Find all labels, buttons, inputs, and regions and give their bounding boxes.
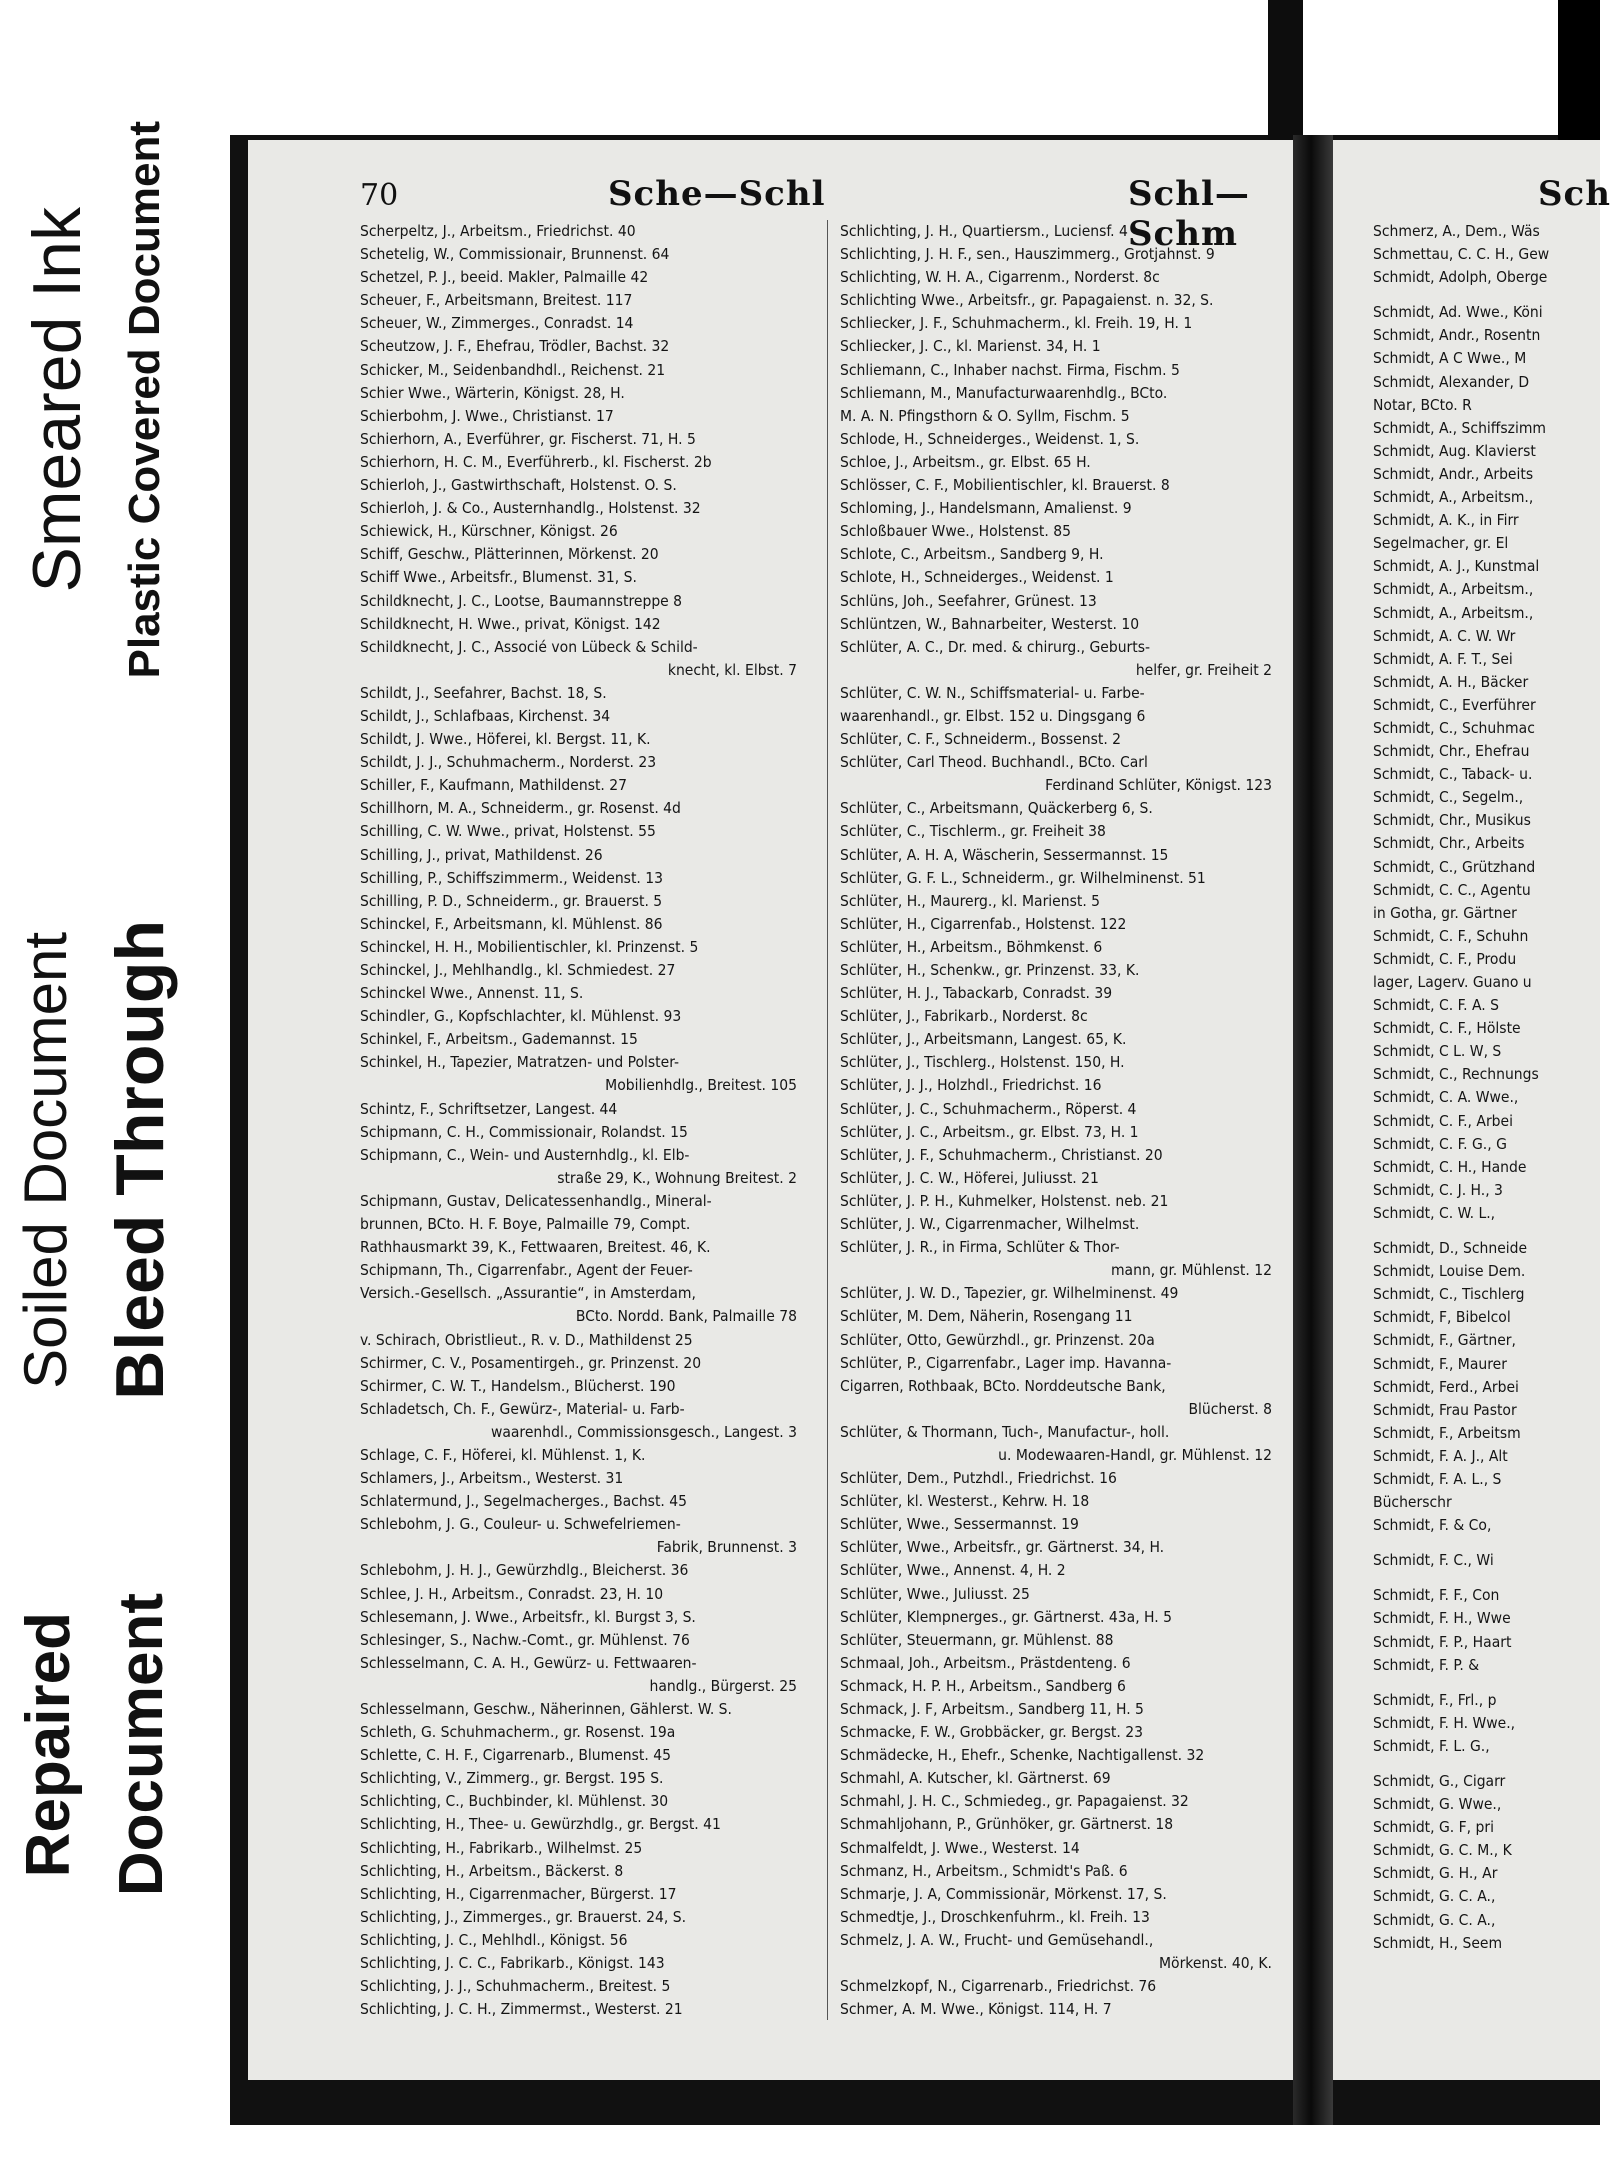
directory-entry: Schiff Wwe., Arbeitsfr., Blumenst. 31, S. [360, 568, 637, 587]
directory-entry: handlg., Bürgerst. 25 [649, 1676, 797, 1695]
directory-entry: Schmädecke, H., Ehefr., Schenke, Nachtigallenst. 32 [840, 1746, 1205, 1765]
directory-entry: v. Schirach, Obristlieut., R. v. D., Mathildenst 25 [360, 1330, 693, 1349]
directory-entry: Schmidt, C L. W, S [1373, 1042, 1502, 1061]
directory-entry: Schlatermund, J., Segelmacherges., Bachst. 45 [360, 1492, 688, 1511]
directory-entry: Schleth, G. Schuhmacherm., gr. Rosenst. 19a [360, 1723, 676, 1742]
directory-entry: Schilling, P., Schiffszimmerm., Weidenst. 13 [360, 868, 664, 887]
directory-entry: Schmidt, F. C., Wi [1373, 1551, 1494, 1570]
directory-entry: Schilling, J., privat, Mathildenst. 26 [360, 845, 603, 864]
directory-entry: Schmidt, G. F, pri [1373, 1818, 1494, 1837]
directory-entry: Schlüter, Carl Theod. Buchhandl., BCto. Carl [840, 753, 1148, 772]
directory-entry: Schlüter, J., Tischlerg., Holstenst. 150, H. [840, 1053, 1125, 1072]
directory-entry: Schlichting, H., Thee- u. Gewürzhdlg., gr. Bergst. 41 [360, 1815, 721, 1834]
directory-entry: Schlüter, G. F. L., Schneiderm., gr. Wilhelminenst. 51 [840, 868, 1206, 887]
directory-entry: Scheutzow, J. F., Ehefrau, Trödler, Bachst. 32 [360, 337, 670, 356]
directory-entry: Schmidt, Ad. Wwe., Köni [1373, 303, 1543, 322]
directory-entry: Schildt, J. Wwe., Höferei, kl. Bergst. 11, K. [360, 730, 651, 749]
directory-entry: Schlichting, J. C., Mehlhdl., Königst. 56 [360, 1930, 628, 1949]
directory-entry: Schmidt, H., Seem [1373, 1933, 1503, 1952]
directory-entry: Schmidt, C. H., Hande [1373, 1157, 1527, 1176]
directory-entry: Schmidt, C., Schuhmac [1373, 718, 1535, 737]
directory-entry [1373, 289, 1603, 301]
directory-entry: Schlebohm, J. G., Couleur- u. Schwefelriemen- [360, 1515, 681, 1534]
directory-entry: Schmidt, A., Arbeitsm., [1373, 488, 1534, 507]
label-document: Document [107, 1593, 176, 1897]
directory-entry: Rathhausmarkt 39, K., Fettwaaren, Breitest. 46, K. [360, 1238, 711, 1257]
directory-entry: Schmidt, F. P. & [1373, 1655, 1480, 1674]
directory-entry: Schmidt, F., Maurer [1373, 1354, 1507, 1373]
directory-entry: Schildt, J. J., Schuhmacherm., Norderst. 23 [360, 753, 657, 772]
directory-entry: Schillhorn, M. A., Schneiderm., gr. Rosenst. 4d [360, 799, 681, 818]
directory-entry: Schinkel, F., Arbeitsm., Gademannst. 15 [360, 1030, 638, 1049]
directory-entry: Schlamers, J., Arbeitsm., Westerst. 31 [360, 1469, 624, 1488]
directory-entry: Schmidt, A., Arbeitsm., [1373, 580, 1534, 599]
directory-entry: Schmidt, Adolph, Oberge [1373, 268, 1548, 287]
directory-entry [1373, 1225, 1603, 1237]
directory-entry: brunnen, BCto. H. F. Boye, Palmaille 79, Compt. [360, 1215, 691, 1234]
directory-entry: Schmidt, F. H. Wwe., [1373, 1713, 1516, 1732]
directory-page [248, 140, 1293, 2080]
directory-entry: Schmahl, J. H. C., Schmiedeg., gr. Papagaienst. 32 [840, 1792, 1189, 1811]
directory-entry: u. Modewaaren-Handl, gr. Mühlenst. 12 [998, 1445, 1272, 1464]
directory-entry [1373, 1758, 1603, 1770]
directory-entry: Schlüter, kl. Westerst., Kehrw. H. 18 [840, 1492, 1090, 1511]
directory-entry: Scherpeltz, J., Arbeitsm., Friedrichst. 40 [360, 222, 636, 240]
directory-entry: Schetzel, P. J., beeid. Makler, Palmaille 42 [360, 268, 649, 287]
directory-entry: Schmidt, A. C. W. Wr [1373, 626, 1516, 645]
directory-entry: Schmahljohann, P., Grünhöker, gr. Gärtnerst. 18 [840, 1815, 1174, 1834]
book-gutter [1293, 135, 1333, 2125]
directory-entry: Schlüter, J. C., Arbeitsm., gr. Elbst. 73, H. 1 [840, 1122, 1139, 1141]
directory-entry: Notar, BCto. R [1373, 395, 1472, 414]
directory-entry: Schlüter, J. P. H., Kuhmelker, Holstenst. neb. 21 [840, 1191, 1169, 1210]
directory-entry: Cigarren, Rothbaak, BCto. Norddeutsche Bank, [840, 1376, 1166, 1395]
directory-entry: Schlichting, J. J., Schuhmacherm., Breitest. 5 [360, 1977, 671, 1996]
directory-entry: Schlüter, M. Dem, Näherin, Rosengang 11 [840, 1307, 1133, 1326]
directory-entry: Schmidt, G. C. M., K [1373, 1841, 1512, 1860]
directory-entry: Schlote, H., Schneiderges., Weidenst. 1 [840, 568, 1114, 587]
directory-entry: Schlüter, J., Fabrikarb., Norderst. 8c [840, 1007, 1088, 1026]
directory-entry: Schmer, A. M. Wwe., Königst. 114, H. 7 [840, 2000, 1112, 2019]
directory-entry: Schiller, F., Kaufmann, Mathildenst. 27 [360, 776, 628, 795]
directory-entry: Schmidt, A., Arbeitsm., [1373, 603, 1534, 622]
directory-entry: Ferdinand Schlüter, Königst. 123 [1045, 776, 1272, 795]
directory-entry: Schlichting, C., Buchbinder, kl. Mühlenst. 30 [360, 1792, 669, 1811]
directory-entry: Schicker, M., Seidenbandhdl., Reichenst. 21 [360, 360, 666, 379]
directory-entry: Schmack, H. P. H., Arbeitsm., Sandberg 6 [840, 1676, 1126, 1695]
directory-entry: Schlüter, J. C. W., Höferei, Juliusst. 21 [840, 1168, 1099, 1187]
directory-entry: Schmidt, A. F. T., Sei [1373, 649, 1513, 668]
directory-entry: Schlüter, J. W., Cigarrenmacher, Wilhelmst. [840, 1215, 1140, 1234]
directory-entry: Schildt, J., Seefahrer, Bachst. 18, S. [360, 683, 607, 702]
directory-entry: Schmidt, A. H., Bäcker [1373, 672, 1529, 691]
directory-entry: Schmedtje, J., Droschkenfuhrm., kl. Freih. 13 [840, 1907, 1150, 1926]
directory-entry: Schmidt, F. P., Haart [1373, 1632, 1512, 1651]
directory-entry: Schmidt, Alexander, D [1373, 372, 1530, 391]
directory-entry: Schlüter, C., Arbeitsmann, Quäckerberg 6, S. [840, 799, 1153, 818]
directory-entry: Schlüter, Otto, Gewürzhdl., gr. Prinzenst. 20a [840, 1330, 1155, 1349]
label-smeared-ink: Smeared Ink [19, 207, 96, 593]
directory-entry: Schmidt, A C Wwe., M [1373, 349, 1527, 368]
directory-entry: Schlüter, Wwe., Annenst. 4, H. 2 [840, 1561, 1066, 1580]
directory-entry: Scheuer, F., Arbeitsmann, Breitest. 117 [360, 291, 633, 310]
directory-entry: Schinckel, H. H., Mobilientischler, kl. Prinzenst. 5 [360, 937, 699, 956]
directory-entry: Schmelzkopf, N., Cigarrenarb., Friedrichst. 76 [840, 1977, 1157, 1996]
directory-entry: Schlüter, J. F., Schuhmacherm., Christianst. 20 [840, 1145, 1163, 1164]
directory-entry: Schmidt, A. K., in Firr [1373, 511, 1519, 530]
directory-entry: Schmidt, G. H., Ar [1373, 1864, 1498, 1883]
directory-entry: Schiewick, H., Kürschner, Königst. 26 [360, 522, 618, 541]
directory-entry: Schmelz, J. A. W., Frucht- und Gemüsehandl., [840, 1930, 1154, 1949]
directory-entry: Schlichting, J., Zimmerges., gr. Brauerst. 24, S. [360, 1907, 686, 1926]
directory-entry: Schmidt, G. C. A., [1373, 1887, 1496, 1906]
directory-entry: Schlösser, C. F., Mobilientischler, kl. Brauerst. 8 [840, 476, 1170, 495]
directory-entry: Schmettau, C. C. H., Gew [1373, 245, 1550, 264]
directory-entry: Schlüter, J. J., Holzhdl., Friedrichst. 16 [840, 1076, 1102, 1095]
directory-entry: Schetelig, W., Commissionair, Brunnenst. 64 [360, 245, 670, 264]
page-header-middle: Schl—Schm [1128, 174, 1250, 254]
directory-entry: Schmidt, F. A. J., Alt [1373, 1446, 1508, 1465]
page-header-right: Sch [1538, 174, 1611, 214]
directory-entry: Schmidt, C., Everführer [1373, 695, 1536, 714]
directory-entry: Schmidt, C. F. A. S [1373, 996, 1499, 1015]
directory-entry: Schmack, J. F, Arbeitsm., Sandberg 11, H. 5 [840, 1700, 1144, 1718]
directory-entry: Schmidt, F., Gärtner, [1373, 1331, 1516, 1350]
directory-entry: Schmidt, C. W. L., [1373, 1203, 1496, 1222]
directory-entry: Schlesselmann, C. A. H., Gewürz- u. Fettwaaren- [360, 1653, 697, 1672]
directory-entry: Versich.-Gesellsch. „Assurantie“, in Amsterdam, [360, 1284, 696, 1303]
directory-entry: Schinkel, H., Tapezier, Matratzen- und Polster- [360, 1053, 679, 1072]
directory-entry: Schierloh, J., Gastwirthschaft, Holstenst. O. S. [360, 476, 677, 495]
directory-entry: Schmidt, C. J. H., 3 [1373, 1180, 1503, 1199]
label-repaired: Repaired [13, 1612, 83, 1878]
directory-entry: Schloßbauer Wwe., Holstenst. 85 [840, 522, 1071, 541]
directory-entry: Schmidt, Louise Dem. [1373, 1262, 1526, 1281]
directory-entry: Schierhorn, H. C. M., Everführerb., kl. Fischerst. 2b [360, 452, 712, 471]
directory-entry: Schipmann, Th., Cigarrenfabr., Agent der Feuer- [360, 1261, 693, 1280]
directory-entry: Schlüter, J. C., Schuhmacherm., Röperst. 4 [840, 1099, 1137, 1118]
directory-entry: Schmidt, C. A. Wwe., [1373, 1088, 1519, 1107]
directory-entry: Schlesemann, J. Wwe., Arbeitsfr., kl. Burgst 3, S. [360, 1607, 696, 1626]
directory-entry: Schilling, P. D., Schneiderm., gr. Brauerst. 5 [360, 891, 663, 910]
directory-entry: Schlüter, H., Arbeitsm., Böhmkenst. 6 [840, 937, 1103, 956]
directory-entry: Schmidt, F., Arbeitsm [1373, 1423, 1521, 1442]
directory-entry: Schmidt, C. F., Produ [1373, 949, 1517, 968]
directory-entry: Schlette, C. H. F., Cigarrenarb., Blumenst. 45 [360, 1746, 671, 1765]
directory-entry: Schier Wwe., Wärterin, Königst. 28, H. [360, 383, 625, 402]
directory-entry: Blücherst. 8 [1188, 1399, 1272, 1418]
directory-entry: Schmidt, G., Cigarr [1373, 1772, 1506, 1790]
directory-entry: waarenhdl., Commissionsgesch., Langest. 3 [490, 1422, 797, 1441]
directory-entry: Schildknecht, H. Wwe., privat, Königst. 142 [360, 614, 661, 633]
directory-entry: Schmidt, C., Taback- u. [1373, 765, 1533, 784]
directory-entry: Schierhorn, A., Everführer, gr. Fischerst. 71, H. 5 [360, 429, 696, 448]
directory-entry: Schlüter, J., Arbeitsmann, Langest. 65, K. [840, 1030, 1127, 1049]
directory-entry: Schlüter, H., Cigarrenfab., Holstenst. 122 [840, 914, 1127, 933]
directory-entry: Schlüter, Wwe., Arbeitsfr., gr. Gärtnerst. 34, H. [840, 1538, 1165, 1557]
directory-entry: Schmidt, Chr., Arbeits [1373, 834, 1525, 853]
directory-entry: Schliemann, C., Inhaber nachst. Firma, Fischm. 5 [840, 360, 1180, 379]
directory-entry: Schliecker, J. C., kl. Marienst. 34, H. 1 [840, 337, 1101, 356]
directory-entry: Schmarje, J. A, Commissionär, Mörkenst. 17, S. [840, 1884, 1167, 1903]
directory-entry: Segelmacher, gr. El [1373, 534, 1509, 553]
directory-entry: Schmidt, F. F., Con [1373, 1586, 1500, 1605]
directory-entry: Schlichting, H., Fabrikarb., Wilhelmst. 25 [360, 1838, 643, 1857]
directory-entry: Schladetsch, Ch. F., Gewürz-, Material- u. Farb- [360, 1399, 685, 1418]
directory-entry: BCto. Nordd. Bank, Palmaille 78 [575, 1307, 797, 1326]
directory-entry: Schmaal, Joh., Arbeitsm., Prästdenteng. 6 [840, 1653, 1131, 1672]
directory-entry: Schipmann, C., Wein- und Austernhdlg., kl. Elb- [360, 1145, 690, 1164]
directory-entry: Schmidt, C., Segelm., [1373, 788, 1524, 807]
directory-entry: Fabrik, Brunnenst. 3 [656, 1538, 797, 1557]
directory-entry: Schlee, J. H., Arbeitsm., Conradst. 23, H. 10 [360, 1584, 664, 1603]
directory-entry: Schlüter, C. W. N., Schiffsmaterial- u. Farbe- [840, 683, 1145, 702]
directory-entry: Schmidt, C. C., Agentu [1373, 880, 1531, 899]
directory-entry: Schmidt, G. Wwe., [1373, 1795, 1502, 1814]
label-group-repaired [0, 1530, 190, 1960]
label-bleed-through: Bleed Through [101, 920, 178, 1400]
directory-entry: Schmidt, F. H., Wwe [1373, 1609, 1511, 1628]
directory-entry: Schmidt, F, Bibelcol [1373, 1308, 1511, 1327]
directory-entry: Schlichting, V., Zimmerg., gr. Bergst. 195 S. [360, 1769, 664, 1788]
directory-entry: Schlesselmann, Geschw., Näherinnen, Gählerst. W. S. [360, 1700, 732, 1718]
directory-entry: Schmidt, F. & Co, [1373, 1516, 1492, 1535]
directory-entry: Schlüter, J. R., in Firma, Schlüter & Thor- [840, 1238, 1120, 1257]
directory-entry: Schlüter, Wwe., Juliusst. 25 [840, 1584, 1030, 1603]
directory-column-3 [1373, 220, 1603, 1955]
directory-entry: Schilling, C. W. Wwe., privat, Holstenst. 55 [360, 822, 656, 841]
directory-entry: Schlüntzen, W., Bahnarbeiter, Westerst. 10 [840, 614, 1140, 633]
directory-entry: Schinckel, J., Mehlhandlg., kl. Schmiedest. 27 [360, 961, 676, 979]
directory-entry: Schmidt, C. F., Arbei [1373, 1111, 1513, 1130]
directory-entry: Schmidt, Ferd., Arbei [1373, 1377, 1519, 1396]
directory-entry: Schirmer, C. W. T., Handelsm., Blücherst. 190 [360, 1376, 676, 1395]
page-header-left: Sche—Schl [608, 174, 826, 214]
directory-entry: Schlichting, W. H. A., Cigarrenm., Norderst. 8c [840, 268, 1160, 287]
directory-column-2 [840, 220, 1280, 2021]
directory-entry: Schmidt, Chr., Ehefrau [1373, 742, 1530, 761]
directory-entry: Schinckel Wwe., Annenst. 11, S. [360, 984, 584, 1003]
directory-entry: Schmidt, D., Schneide [1373, 1239, 1528, 1258]
directory-entry: Schlüter, Dem., Putzhdl., Friedrichst. 16 [840, 1469, 1117, 1488]
directory-entry: Schlichting, J. C. H., Zimmermst., Westerst. 21 [360, 2000, 683, 2019]
directory-entry: knecht, kl. Elbst. 7 [667, 660, 797, 679]
directory-entry: Schipmann, C. H., Commissionair, Rolandst. 15 [360, 1122, 688, 1141]
directory-entry: Schirmer, C. V., Posamentirgeh., gr. Prinzenst. 20 [360, 1353, 702, 1372]
directory-entry: Schmacke, F. W., Grobbäcker, gr. Bergst. 23 [840, 1723, 1143, 1742]
directory-entry: helfer, gr. Freiheit 2 [1135, 660, 1272, 679]
column-divider [827, 220, 828, 2020]
directory-entry: Schlote, C., Arbeitsm., Sandberg 9, H. [840, 545, 1104, 564]
directory-entry: Schmidt, Aug. Klavierst [1373, 441, 1536, 460]
directory-entry: Schlüter, Steuermann, gr. Mühlenst. 88 [840, 1630, 1114, 1649]
directory-entry: Schlüter, C. F., Schneiderm., Bossenst. 2 [840, 730, 1122, 749]
directory-entry: Schlüter, P., Cigarrenfabr., Lager imp. Havanna- [840, 1353, 1172, 1372]
directory-entry [1373, 1677, 1603, 1689]
directory-entry [1373, 1572, 1603, 1584]
directory-entry: Schmidt, Andr., Arbeits [1373, 464, 1534, 483]
binding-strip [1268, 0, 1303, 140]
directory-entry: Schlüter, C., Tischlerm., gr. Freiheit 38 [840, 822, 1106, 841]
directory-entry: Schmidt, C. F. G., G [1373, 1134, 1507, 1153]
directory-entry: Schlichting, J. H. F., sen., Hauszimmerg., Grotjahnst. 9 [840, 245, 1215, 264]
directory-entry: mann, gr. Mühlenst. 12 [1110, 1261, 1272, 1280]
directory-entry: Schlüter, A. H. A, Wäscherin, Sessermannst. 15 [840, 845, 1169, 864]
facing-page [1333, 140, 1611, 2080]
directory-entry: Schildknecht, J. C., Lootse, Baumannstreppe 8 [360, 591, 683, 610]
directory-entry: Schlüter, H., Maurerg., kl. Marienst. 5 [840, 891, 1101, 910]
directory-entry: M. A. N. Pfingsthorn & O. Syllm, Fischm. 5 [840, 406, 1130, 425]
directory-entry: waarenhandl., gr. Elbst. 152 u. Dingsgang 6 [840, 706, 1146, 725]
directory-entry: lager, Lagerv. Guano u [1373, 973, 1532, 991]
directory-entry: Schlichting, J. H., Quartiersm., Luciensf. 4 [840, 222, 1128, 240]
directory-entry: Schmidt, C. F., Hölste [1373, 1019, 1521, 1038]
directory-entry: Schmidt, A. J., Kunstmal [1373, 557, 1540, 576]
directory-entry: Scheuer, W., Zimmerges., Conradst. 14 [360, 314, 634, 333]
directory-entry: Schliecker, J. F., Schuhmacherm., kl. Freih. 19, H. 1 [840, 314, 1193, 333]
directory-entry: Schlichting Wwe., Arbeitsfr., gr. Papagaienst. n. 32, S. [840, 291, 1214, 310]
directory-column-1 [360, 220, 805, 2021]
directory-entry: Schlüter, H., Schenkw., gr. Prinzenst. 33, K. [840, 961, 1140, 979]
directory-entry: Schierloh, J. & Co., Austernhandlg., Holstenst. 32 [360, 499, 701, 518]
directory-entry: Schlüns, Joh., Seefahrer, Grünest. 13 [840, 591, 1097, 610]
directory-entry: Schmidt, Andr., Rosentn [1373, 326, 1541, 345]
directory-entry: Schmahl, A. Kutscher, kl. Gärtnerst. 69 [840, 1769, 1111, 1788]
directory-entry: Schmalfeldt, J. Wwe., Westerst. 14 [840, 1838, 1080, 1857]
directory-entry [1373, 1537, 1603, 1549]
label-group-soiled-bleed [0, 860, 190, 1460]
directory-entry: Schmidt, F. L. G., [1373, 1736, 1490, 1755]
directory-entry: Schlüter, Wwe., Sessermannst. 19 [840, 1515, 1079, 1534]
directory-entry: Schierbohm, J. Wwe., Christianst. 17 [360, 406, 614, 425]
label-plastic-covered: Plastic Covered Document [119, 121, 169, 679]
directory-entry: Schildt, J., Schlafbaas, Kirchenst. 34 [360, 706, 611, 725]
directory-entry: Schlode, H., Schneiderges., Weidenst. 1, S. [840, 429, 1140, 448]
directory-entry: Schloe, J., Arbeitsm., gr. Elbst. 65 H. [840, 452, 1091, 471]
directory-entry: Schlichting, H., Cigarrenmacher, Bürgerst. 17 [360, 1884, 677, 1903]
directory-entry: Schlichting, H., Arbeitsm., Bäckerst. 8 [360, 1861, 624, 1880]
directory-entry: Schloming, J., Handelsmann, Amalienst. 9 [840, 499, 1132, 518]
directory-entry: Schiff, Geschw., Plätterinnen, Mörkenst. 20 [360, 545, 659, 564]
directory-entry: Schmidt, Chr., Musikus [1373, 811, 1531, 830]
directory-entry: Schindler, G., Kopfschlachter, kl. Mühlenst. 93 [360, 1007, 682, 1026]
directory-entry: Schmidt, F., Frl., p [1373, 1690, 1497, 1709]
directory-entry: Schildknecht, J. C., Associé von Lübeck & Schild- [360, 637, 698, 656]
directory-entry: Schmidt, F. A. L., S [1373, 1469, 1502, 1488]
directory-entry: Schmidt, Frau Pastor [1373, 1400, 1517, 1419]
directory-entry: Schmidt, C., Grützhand [1373, 857, 1536, 876]
directory-entry: Schlichting, J. C. C., Fabrikarb., Königst. 143 [360, 1954, 665, 1973]
directory-entry: Schlüter, A. C., Dr. med. & chirurg., Geburts- [840, 637, 1151, 656]
directory-entry: Schlebohm, J. H. J., Gewürzhdlg., Bleicherst. 36 [360, 1561, 689, 1580]
label-group-smeared-plastic [0, 0, 190, 800]
directory-entry: Schipmann, Gustav, Delicatessenhandlg., Mineral- [360, 1191, 712, 1210]
directory-entry: Schlüter, H. J., Tabackarb, Conradst. 39 [840, 984, 1113, 1003]
label-soiled: Soiled Document [11, 931, 79, 1389]
directory-entry: in Gotha, gr. Gärtner [1373, 903, 1517, 922]
directory-entry: Schmidt, C., Rechnungs [1373, 1065, 1539, 1084]
scan-edge [1558, 0, 1600, 140]
directory-entry: Schlage, C. F., Höferei, kl. Mühlenst. 1, K. [360, 1445, 646, 1464]
directory-entry: straße 29, K., Wohnung Breitest. 2 [557, 1168, 797, 1187]
directory-entry: Schlüter, Klempnerges., gr. Gärtnerst. 43a, H. 5 [840, 1607, 1172, 1626]
directory-entry: Schmidt, C. F., Schuhn [1373, 926, 1529, 945]
directory-entry: Schlesinger, S., Nachw.-Comt., gr. Mühlenst. 76 [360, 1630, 690, 1649]
directory-entry: Schintz, F., Schriftsetzer, Langest. 44 [360, 1099, 618, 1118]
directory-entry: Bücherschr [1373, 1493, 1452, 1512]
directory-entry: Schmidt, G. C. A., [1373, 1910, 1496, 1929]
directory-entry: Schlüter, & Thormann, Tuch-, Manufactur-, holl. [840, 1422, 1170, 1441]
page-number: 70 [360, 178, 399, 213]
directory-entry: Schmerz, A., Dem., Wäs [1373, 222, 1540, 240]
directory-entry: Schlüter, J. W. D., Tapezier, gr. Wilhelminenst. 49 [840, 1284, 1179, 1303]
directory-entry: Schinckel, F., Arbeitsmann, kl. Mühlenst. 86 [360, 914, 663, 933]
directory-entry: Mörkenst. 40, K. [1159, 1954, 1272, 1973]
directory-entry: Schmanz, H., Arbeitsm., Schmidt's Paß. 6 [840, 1861, 1128, 1880]
directory-entry: Schmidt, A., Schiffszimm [1373, 418, 1547, 437]
directory-entry: Schliemann, M., Manufacturwaarenhdlg., BCto. [840, 383, 1168, 402]
directory-entry: Mobilienhdlg., Breitest. 105 [605, 1076, 797, 1095]
directory-entry: Schmidt, C., Tischlerg [1373, 1285, 1525, 1304]
